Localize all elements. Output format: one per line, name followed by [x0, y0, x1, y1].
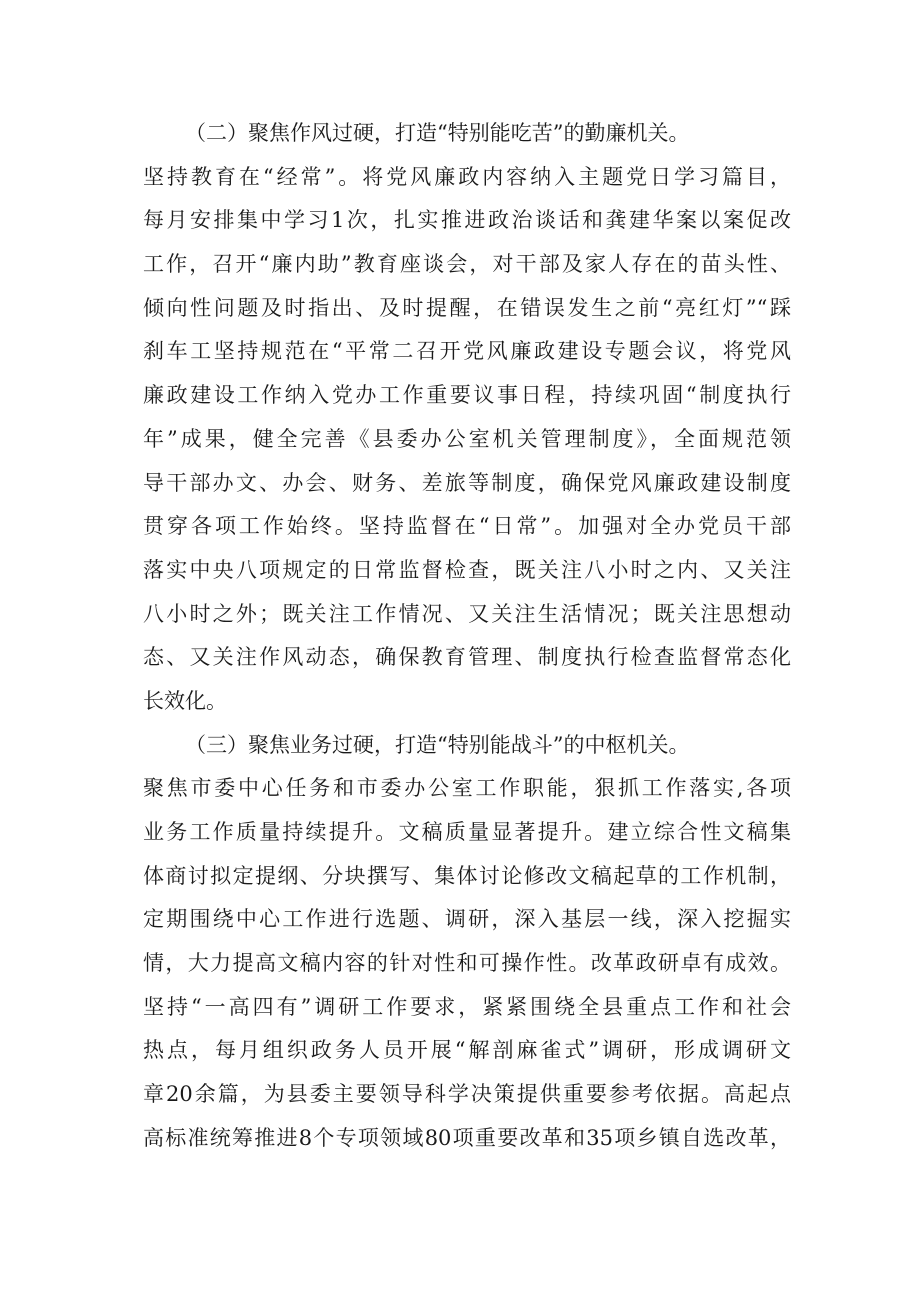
paragraph-line: 业务工作质量持续提升。文稿质量显著提升。建立综合性文稿集: [143, 820, 791, 844]
paragraph-line: 聚焦市委中心任务和市委办公室工作职能，狠抓工作落实,各项: [143, 776, 791, 801]
section-heading-3: （三）聚焦业务过硬，打造“特别能战斗”的中枢机关。: [185, 732, 690, 757]
document-body: [143, 112, 791, 1161]
paragraph-line: 高标准统筹推进8个专项领域80项重要改革和35项乡镇自选改革，: [143, 1125, 791, 1150]
paragraph-line: 章20余篇，为县委主要领导科学决策提供重要参考依据。高起点: [143, 1082, 791, 1107]
paragraph-line: 定期围绕中心工作进行选题、调研，深入基层一线，深入挖掘实: [143, 907, 791, 932]
paragraph-line: 情，大力提高文稿内容的针对性和可操作性。改革政研卓有成效。: [143, 951, 791, 976]
paragraph-line: 每月安排集中学习1次，扎实推进政治谈话和龚建华案以案促改: [143, 208, 791, 233]
paragraph-line: 态、又关注作风动态，确保教育管理、制度执行检查监督常态化: [143, 645, 791, 670]
paragraph-line: 年”成果，健全完善《县委办公室机关管理制度》，全面规范领: [143, 426, 791, 451]
paragraph-line: 刹车工坚持规范在“平常二召开党风廉政建设专题会议，将党风: [143, 339, 791, 364]
paragraph-line: 倾向性问题及时指出、及时提醒，在错误发生之前“亮红灯”“踩: [143, 295, 791, 320]
paragraph-line: 坚持教育在“经常”。将党风廉政内容纳入主题党日学习篇目，: [143, 164, 791, 189]
paragraph-line: 导干部办文、办会、财务、差旅等制度，确保党风廉政建设制度: [143, 470, 791, 495]
paragraph-line: 体商讨拟定提纲、分块撰写、集体讨论修改文稿起草的工作机制，: [143, 863, 791, 888]
paragraph-line: 落实中央八项规定的日常监督检查，既关注八小时之内、又关注: [143, 557, 791, 582]
paragraph-line: 工作，召开“廉内助”教育座谈会，对干部及家人存在的苗头性、: [143, 252, 791, 277]
paragraph-line: 贯穿各项工作始终。坚持监督在“日常”。加强对全办党员干部: [143, 514, 791, 539]
paragraph-line: 坚持“一高四有”调研工作要求，紧紧围绕全县重点工作和社会: [143, 994, 791, 1019]
paragraph-line: 热点，每月组织政务人员开展“解剖麻雀式”调研，形成调研文: [143, 1038, 791, 1063]
paragraph-last-line: 长效化。: [143, 688, 227, 713]
paragraph-line: 廉政建设工作纳入党办工作重要议事日程，持续巩固“制度执行: [143, 383, 791, 408]
paragraph-line: 八小时之外；既关注工作情况、又关注生活情况；既关注思想动: [143, 601, 791, 626]
section-heading-2: （二）聚焦作风过硬，打造“特别能吃苦”的勤廉机关。: [185, 121, 690, 145]
